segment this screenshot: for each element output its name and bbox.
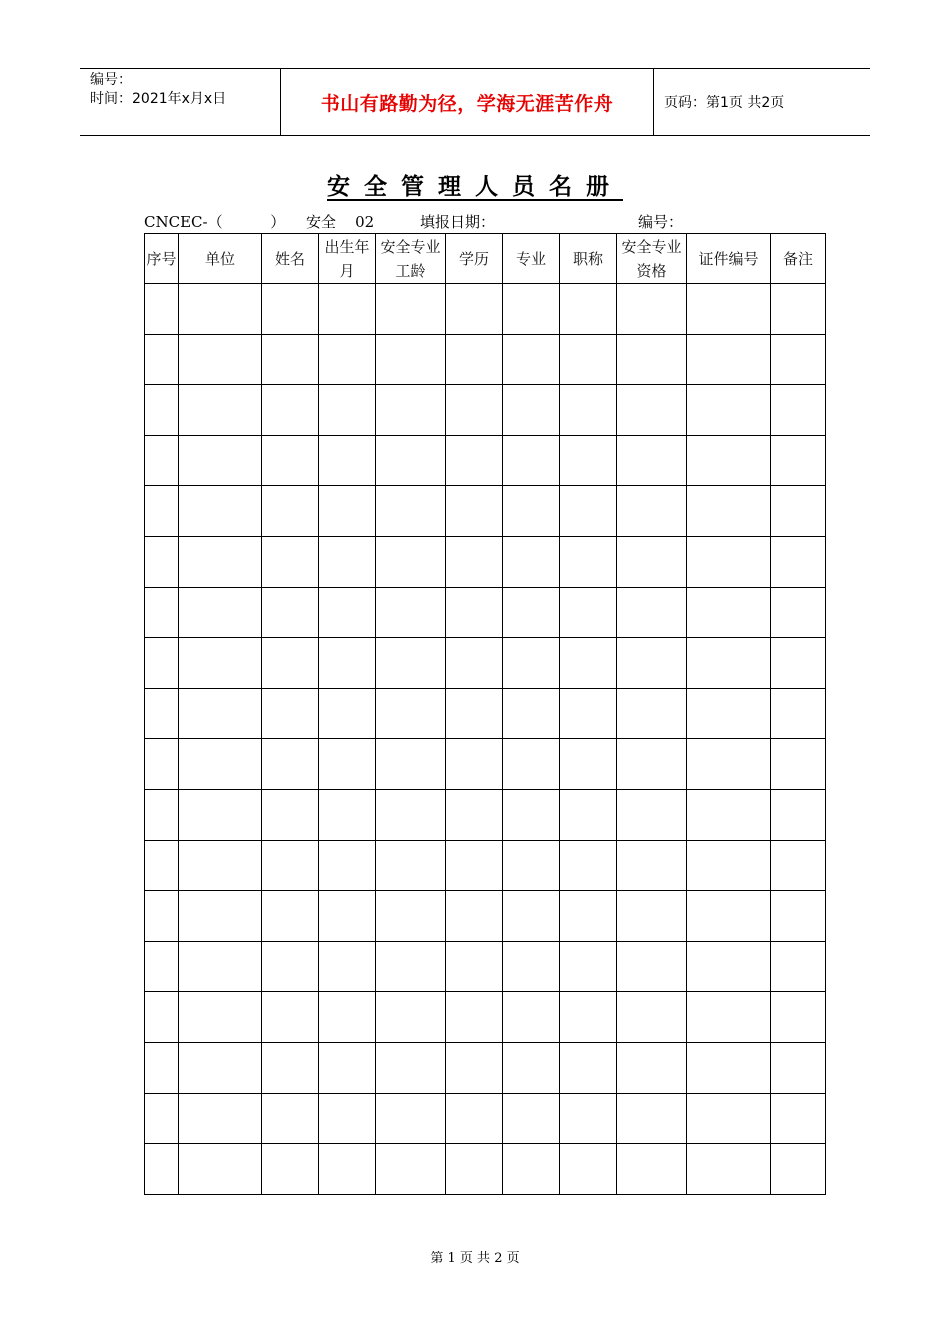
table-cell[interactable] (145, 334, 179, 385)
table-cell[interactable] (503, 1093, 560, 1144)
table-cell[interactable] (376, 1042, 446, 1093)
table-cell[interactable] (446, 789, 503, 840)
table-cell[interactable] (319, 587, 376, 638)
table-row (145, 891, 826, 942)
column-header-remarks: 备注 (771, 234, 826, 284)
table-cell[interactable] (179, 536, 262, 587)
document-header (80, 68, 870, 136)
table-cell[interactable] (179, 334, 262, 385)
table-cell[interactable] (376, 992, 446, 1043)
table-row (145, 789, 826, 840)
table-cell[interactable] (687, 891, 771, 942)
table-cell[interactable] (145, 1042, 179, 1093)
table-cell[interactable] (262, 840, 319, 891)
table-cell[interactable] (446, 334, 503, 385)
page-footer: 第 1 页 共 2 页 (430, 1251, 520, 1266)
table-cell[interactable] (771, 739, 826, 790)
column-header-major: 专业 (503, 234, 560, 284)
table-cell[interactable] (503, 688, 560, 739)
table-cell[interactable] (560, 385, 617, 436)
table-cell[interactable] (319, 739, 376, 790)
table-cell[interactable] (376, 840, 446, 891)
info-form-code: 安全 02 (306, 213, 375, 231)
table-cell[interactable] (687, 941, 771, 992)
table-cell[interactable] (503, 638, 560, 689)
table-cell[interactable] (376, 435, 446, 486)
table-cell[interactable] (319, 385, 376, 436)
table-cell[interactable] (687, 334, 771, 385)
table-row (145, 840, 826, 891)
table-cell[interactable] (145, 891, 179, 942)
table-cell[interactable] (617, 486, 687, 537)
table-cell[interactable] (771, 587, 826, 638)
table-cell[interactable] (145, 435, 179, 486)
table-body (145, 284, 826, 1195)
table-cell[interactable] (687, 789, 771, 840)
info-fill-date: 填报日期： (420, 213, 496, 231)
header-meta (80, 69, 281, 135)
table-cell[interactable] (262, 587, 319, 638)
table-cell[interactable] (771, 334, 826, 385)
table-row (145, 688, 826, 739)
table-cell[interactable] (179, 1093, 262, 1144)
table-cell[interactable] (262, 1042, 319, 1093)
table-cell[interactable] (376, 536, 446, 587)
document-title: 安全管理人员名册 (327, 174, 623, 200)
table-cell[interactable] (262, 486, 319, 537)
table-cell[interactable] (560, 638, 617, 689)
table-row (145, 385, 826, 436)
table-cell[interactable] (145, 840, 179, 891)
table-row (145, 1093, 826, 1144)
table-cell[interactable] (503, 486, 560, 537)
table-cell[interactable] (179, 486, 262, 537)
table-cell[interactable] (319, 536, 376, 587)
table-row (145, 941, 826, 992)
table-cell[interactable] (446, 638, 503, 689)
table-cell[interactable] (262, 1144, 319, 1195)
table-cell[interactable] (503, 1042, 560, 1093)
table-cell[interactable] (446, 536, 503, 587)
table-cell[interactable] (376, 941, 446, 992)
table-cell[interactable] (503, 941, 560, 992)
column-header-birth: 出生年月 (319, 234, 376, 284)
table-cell[interactable] (262, 891, 319, 942)
table-header-row (145, 234, 826, 284)
table-row (145, 486, 826, 537)
table-cell[interactable] (617, 587, 687, 638)
table-cell[interactable] (560, 435, 617, 486)
table-cell[interactable] (376, 587, 446, 638)
table-cell[interactable] (687, 536, 771, 587)
table-cell[interactable] (179, 891, 262, 942)
header-motto: 书山有路勤为径，学海无涯苦作舟 (281, 69, 654, 135)
table-cell[interactable] (687, 385, 771, 436)
table-cell[interactable] (560, 1144, 617, 1195)
table-cell[interactable] (145, 1144, 179, 1195)
table-cell[interactable] (771, 891, 826, 942)
table-cell[interactable] (503, 536, 560, 587)
table-cell[interactable] (771, 435, 826, 486)
table-cell[interactable] (687, 840, 771, 891)
table-cell[interactable] (560, 739, 617, 790)
header-time-label: 时间：2021年x月x日 (90, 91, 227, 107)
column-header-safety-years: 安全专业工龄 (376, 234, 446, 284)
table-cell[interactable] (319, 334, 376, 385)
table-cell[interactable] (262, 284, 319, 335)
table-cell[interactable] (617, 1042, 687, 1093)
table-cell[interactable] (262, 638, 319, 689)
table-cell[interactable] (771, 385, 826, 436)
table-cell[interactable] (262, 334, 319, 385)
table-cell[interactable] (560, 536, 617, 587)
table-cell[interactable] (617, 334, 687, 385)
table-cell[interactable] (179, 688, 262, 739)
table-cell[interactable] (319, 688, 376, 739)
table-cell[interactable] (262, 739, 319, 790)
table-row (145, 1144, 826, 1195)
table-cell[interactable] (503, 840, 560, 891)
table-cell[interactable] (446, 840, 503, 891)
table-cell[interactable] (687, 638, 771, 689)
table-cell[interactable] (319, 284, 376, 335)
table-cell[interactable] (179, 1144, 262, 1195)
table-cell[interactable] (376, 486, 446, 537)
table-cell[interactable] (319, 941, 376, 992)
table-cell[interactable] (560, 587, 617, 638)
table-cell[interactable] (771, 1144, 826, 1195)
table-cell[interactable] (771, 536, 826, 587)
table-cell[interactable] (319, 1093, 376, 1144)
table-cell[interactable] (145, 587, 179, 638)
column-header-certificate-number: 证件编号 (687, 234, 771, 284)
table-cell[interactable] (687, 486, 771, 537)
table-cell[interactable] (617, 1093, 687, 1144)
table-cell[interactable] (560, 284, 617, 335)
table-cell[interactable] (376, 739, 446, 790)
table-cell[interactable] (262, 992, 319, 1043)
table-row (145, 284, 826, 335)
table-cell[interactable] (446, 941, 503, 992)
column-header-safety-qualification: 安全专业资格 (617, 234, 687, 284)
table-cell[interactable] (617, 789, 687, 840)
table-cell[interactable] (617, 941, 687, 992)
table-cell[interactable] (376, 1144, 446, 1195)
table-cell[interactable] (179, 739, 262, 790)
table-cell[interactable] (503, 435, 560, 486)
table-cell[interactable] (503, 385, 560, 436)
table-cell[interactable] (687, 992, 771, 1043)
table-cell[interactable] (560, 840, 617, 891)
table-cell[interactable] (262, 536, 319, 587)
table-row (145, 435, 826, 486)
table-cell[interactable] (771, 992, 826, 1043)
table-cell[interactable] (319, 638, 376, 689)
table-cell[interactable] (503, 587, 560, 638)
table-cell[interactable] (179, 992, 262, 1043)
table-cell[interactable] (319, 486, 376, 537)
table-cell[interactable] (376, 284, 446, 335)
column-header-title: 职称 (560, 234, 617, 284)
table-cell[interactable] (179, 941, 262, 992)
table-cell[interactable] (560, 1093, 617, 1144)
table-cell[interactable] (446, 1144, 503, 1195)
table-cell[interactable] (446, 992, 503, 1043)
table-cell[interactable] (319, 891, 376, 942)
table-cell[interactable] (446, 739, 503, 790)
table-cell[interactable] (446, 284, 503, 335)
table-cell[interactable] (145, 638, 179, 689)
table-cell[interactable] (503, 891, 560, 942)
column-header-education: 学历 (446, 234, 503, 284)
table-cell[interactable] (617, 840, 687, 891)
table-cell[interactable] (319, 1042, 376, 1093)
table-cell[interactable] (446, 435, 503, 486)
table-cell[interactable] (560, 891, 617, 942)
table-cell[interactable] (145, 385, 179, 436)
table-row (145, 334, 826, 385)
table-cell[interactable] (560, 789, 617, 840)
table-cell[interactable] (617, 536, 687, 587)
table-cell[interactable] (179, 1042, 262, 1093)
table-cell[interactable] (376, 638, 446, 689)
table-cell[interactable] (503, 1144, 560, 1195)
table-cell[interactable] (617, 739, 687, 790)
table-cell[interactable] (771, 638, 826, 689)
table-cell[interactable] (376, 334, 446, 385)
table-row (145, 1042, 826, 1093)
table-cell[interactable] (145, 789, 179, 840)
column-header-name: 姓名 (262, 234, 319, 284)
table-cell[interactable] (179, 587, 262, 638)
table-cell[interactable] (560, 486, 617, 537)
table-cell[interactable] (262, 1093, 319, 1144)
table-cell[interactable] (145, 992, 179, 1043)
table-cell[interactable] (771, 284, 826, 335)
table-cell[interactable] (687, 1144, 771, 1195)
table-cell[interactable] (687, 739, 771, 790)
table-cell[interactable] (617, 891, 687, 942)
table-cell[interactable] (376, 1093, 446, 1144)
table-cell[interactable] (179, 789, 262, 840)
table-cell[interactable] (446, 587, 503, 638)
table-cell[interactable] (771, 789, 826, 840)
table-cell[interactable] (179, 840, 262, 891)
table-cell[interactable] (503, 992, 560, 1043)
table-cell[interactable] (179, 435, 262, 486)
table-row (145, 536, 826, 587)
table-cell[interactable] (560, 941, 617, 992)
table-cell[interactable] (687, 587, 771, 638)
header-number-label: 编号： (90, 72, 132, 88)
table-cell[interactable] (687, 1093, 771, 1144)
table-cell[interactable] (771, 688, 826, 739)
table-cell[interactable] (446, 486, 503, 537)
table-cell[interactable] (617, 1144, 687, 1195)
column-header-unit: 单位 (179, 234, 262, 284)
table-row (145, 638, 826, 689)
table-row (145, 992, 826, 1043)
table-cell[interactable] (503, 789, 560, 840)
table-cell[interactable] (446, 891, 503, 942)
table-cell[interactable] (376, 789, 446, 840)
table-cell[interactable] (446, 1042, 503, 1093)
table-cell[interactable] (687, 435, 771, 486)
table-cell[interactable] (446, 1093, 503, 1144)
table-cell[interactable] (376, 891, 446, 942)
table-cell[interactable] (617, 385, 687, 436)
table-cell[interactable] (319, 992, 376, 1043)
table-cell[interactable] (319, 1144, 376, 1195)
table-cell[interactable] (262, 688, 319, 739)
table-cell[interactable] (687, 1042, 771, 1093)
column-header-index: 序号 (145, 234, 179, 284)
table-cell[interactable] (145, 941, 179, 992)
table-cell[interactable] (262, 435, 319, 486)
personnel-table (144, 233, 826, 1195)
table-cell[interactable] (617, 284, 687, 335)
table-cell[interactable] (145, 284, 179, 335)
table-cell[interactable] (687, 688, 771, 739)
table-cell[interactable] (771, 840, 826, 891)
table-cell[interactable] (771, 1042, 826, 1093)
table-cell[interactable] (319, 789, 376, 840)
info-org: CNCEC-（ ） (144, 213, 286, 231)
table-cell[interactable] (560, 688, 617, 739)
table-cell[interactable] (771, 486, 826, 537)
table-cell[interactable] (560, 992, 617, 1043)
header-page-info: 页码：第1页 共2页 (664, 95, 785, 111)
table-cell[interactable] (179, 385, 262, 436)
table-cell[interactable] (145, 1093, 179, 1144)
table-cell[interactable] (145, 739, 179, 790)
table-cell[interactable] (617, 992, 687, 1043)
table-cell[interactable] (446, 688, 503, 739)
table-cell[interactable] (771, 1093, 826, 1144)
table-cell[interactable] (503, 284, 560, 335)
table-cell[interactable] (262, 789, 319, 840)
table-cell[interactable] (145, 688, 179, 739)
table-cell[interactable] (560, 334, 617, 385)
table-cell[interactable] (145, 486, 179, 537)
table-row (145, 739, 826, 790)
info-number: 编号： (638, 213, 684, 231)
table-cell[interactable] (262, 385, 319, 436)
table-cell[interactable] (617, 688, 687, 739)
table-row (145, 587, 826, 638)
table-cell[interactable] (179, 638, 262, 689)
table-cell[interactable] (376, 688, 446, 739)
table-cell[interactable] (560, 1042, 617, 1093)
table-cell[interactable] (687, 284, 771, 335)
table-cell[interactable] (771, 941, 826, 992)
table-cell[interactable] (617, 435, 687, 486)
table-cell[interactable] (145, 536, 179, 587)
table-cell[interactable] (503, 334, 560, 385)
table-cell[interactable] (446, 385, 503, 436)
table-cell[interactable] (179, 284, 262, 335)
table-cell[interactable] (376, 385, 446, 436)
table-cell[interactable] (617, 638, 687, 689)
table-cell[interactable] (503, 739, 560, 790)
table-cell[interactable] (319, 840, 376, 891)
table-cell[interactable] (319, 435, 376, 486)
table-cell[interactable] (262, 941, 319, 992)
